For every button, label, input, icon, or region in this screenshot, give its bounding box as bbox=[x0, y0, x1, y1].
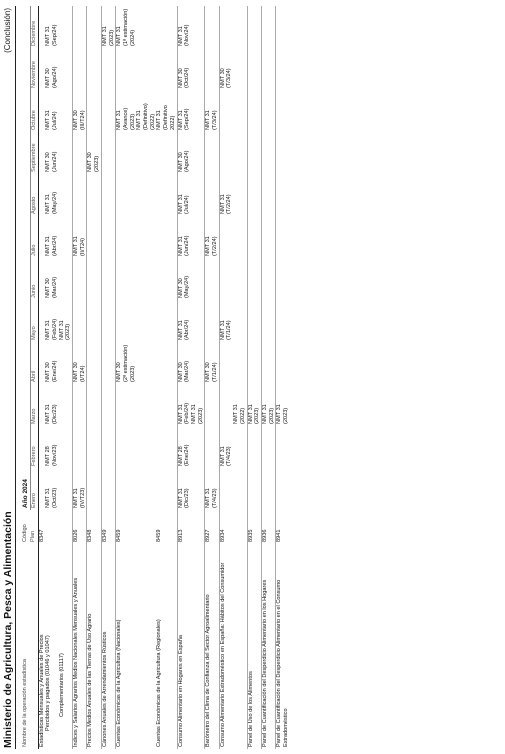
schedule-cell: NMT 31 (Sep/24) bbox=[45, 24, 58, 46]
schedule-cell bbox=[219, 132, 233, 174]
column-header-code: Código bbox=[22, 524, 28, 542]
month-header: Junio bbox=[30, 258, 38, 300]
schedule-cell bbox=[73, 426, 87, 468]
schedule-cell bbox=[38, 384, 45, 426]
schedule-cell bbox=[262, 468, 276, 510]
schedule-cell bbox=[38, 174, 45, 216]
schedule-cell bbox=[116, 216, 157, 258]
operation-name: Panel de Uso de los Alimentos bbox=[247, 544, 261, 749]
operation-code: 8934 bbox=[219, 510, 233, 544]
schedule-cell bbox=[116, 174, 157, 216]
schedule-cell bbox=[205, 258, 219, 300]
schedule-cell bbox=[156, 426, 177, 468]
schedule-cell bbox=[73, 6, 87, 48]
schedule-cell: NMT 31 (Feb/24) bbox=[45, 318, 58, 340]
schedule-cell bbox=[219, 6, 233, 48]
table-row bbox=[276, 6, 290, 749]
schedule-cell: NMT 31 (2023) bbox=[101, 6, 115, 48]
schedule-cell: NMT 30 (May/24) bbox=[177, 258, 205, 300]
month-header: Abril bbox=[30, 342, 38, 384]
schedule-cell bbox=[116, 258, 157, 300]
schedule-cell bbox=[38, 300, 45, 342]
schedule-cell bbox=[156, 6, 177, 48]
schedule-cell bbox=[101, 300, 115, 342]
schedule-cell bbox=[38, 132, 45, 174]
schedule-cell: NMT 31 (2023) bbox=[262, 384, 276, 426]
schedule-cell bbox=[156, 342, 177, 384]
schedule-cell bbox=[59, 384, 73, 426]
schedule-cell bbox=[87, 426, 101, 468]
table-row bbox=[219, 6, 233, 749]
schedule-cell bbox=[87, 174, 101, 216]
schedule-cell bbox=[101, 48, 115, 90]
schedule-cell bbox=[156, 384, 177, 426]
schedule-cell: NMT 31 (T/2/24) bbox=[205, 216, 219, 258]
schedule-cell bbox=[87, 48, 101, 90]
schedule-cell bbox=[247, 468, 261, 510]
operation-code bbox=[233, 510, 247, 544]
schedule-cell bbox=[262, 174, 276, 216]
operation-code: 8026 bbox=[73, 510, 87, 544]
schedule-cell bbox=[276, 342, 290, 384]
month-header: Noviembre bbox=[30, 48, 38, 90]
schedule-cell bbox=[205, 48, 219, 90]
operation-code: 8348 bbox=[87, 510, 101, 544]
schedule-cell bbox=[73, 132, 87, 174]
schedule-cell: NMT 31 (1ª estimación) (2024) bbox=[116, 6, 157, 48]
schedule-cell bbox=[38, 258, 45, 300]
schedule-cell: NMT 30 (Jun/24) bbox=[45, 151, 58, 172]
schedule-cell bbox=[233, 6, 247, 48]
schedule-cell bbox=[87, 468, 101, 510]
schedule-cell bbox=[59, 174, 73, 216]
month-header: Mayo bbox=[30, 300, 38, 342]
schedule-cell bbox=[219, 384, 233, 426]
table-row bbox=[156, 6, 177, 749]
schedule-cell: NMT 31 (May/24) bbox=[45, 191, 58, 214]
schedule-cell bbox=[38, 48, 45, 90]
schedule-cell: NMT 31 (2023) bbox=[247, 384, 261, 426]
schedule-cell bbox=[87, 300, 101, 342]
schedule-cell bbox=[101, 174, 115, 216]
schedule-cell bbox=[87, 384, 101, 426]
schedule-cell: NMT 30 (Mar/24) bbox=[177, 342, 205, 384]
operation-name: Barómetro del Clima de Confianza del Sector Agroalimentario bbox=[205, 544, 219, 749]
schedule-cell bbox=[156, 48, 177, 90]
schedule-cell bbox=[87, 216, 101, 258]
schedule-cell bbox=[59, 342, 73, 384]
month-header: Enero bbox=[30, 468, 38, 510]
conclusion-label: (Conclusión) bbox=[3, 8, 12, 53]
schedule-cell bbox=[116, 132, 157, 174]
schedule-cell: NMT 31 (T/3/24) bbox=[205, 90, 219, 132]
schedule-cell bbox=[59, 258, 73, 300]
schedule-cell bbox=[38, 468, 45, 510]
operation-name: Consumo Alimentario en Hogares en España bbox=[177, 544, 205, 749]
schedule-cell bbox=[262, 342, 276, 384]
schedule-cell: NMT 31 (Jun/24) bbox=[177, 216, 205, 258]
schedule-cell bbox=[247, 6, 261, 48]
schedule-cell: NMT 31 (T/4/23) bbox=[205, 468, 219, 510]
schedule-cell bbox=[205, 384, 219, 426]
schedule-cell: NMT 30 (Mar/24) bbox=[45, 276, 58, 298]
table-row bbox=[38, 6, 45, 749]
schedule-cell bbox=[247, 216, 261, 258]
schedule-cell bbox=[59, 48, 73, 90]
schedule-cell: NMT 30 (T/1/24) bbox=[205, 342, 219, 384]
schedule-cell bbox=[219, 258, 233, 300]
schedule-cell: NMT 31 (Feb/24) NMT 31 (2023) bbox=[177, 384, 205, 426]
schedule-cell bbox=[38, 342, 45, 384]
table-row bbox=[262, 6, 276, 749]
operation-code: 8941 bbox=[276, 510, 290, 544]
schedule-cell bbox=[276, 258, 290, 300]
schedule-cell: NMT 28 (Nov/23) bbox=[45, 444, 58, 466]
schedule-cell: NMT 31 (Abr/24) bbox=[177, 300, 205, 342]
schedule-cell: NMT 31 (T/1/24) bbox=[219, 300, 233, 342]
table-row bbox=[87, 6, 101, 749]
table-row bbox=[73, 6, 87, 749]
schedule-cell bbox=[247, 300, 261, 342]
schedule-cell bbox=[116, 468, 157, 510]
schedule-cell: NMT 30 (Ago/24) bbox=[45, 66, 58, 88]
schedule-cell: NMT 30 (2ª estimación) (2023) bbox=[116, 342, 157, 384]
column-header-plan: Plan bbox=[30, 510, 38, 544]
schedule-cell bbox=[156, 468, 177, 510]
schedule-cell bbox=[262, 48, 276, 90]
operation-code bbox=[59, 510, 73, 544]
schedule-cell bbox=[59, 6, 73, 48]
schedule-cell bbox=[38, 426, 45, 468]
schedule-cell bbox=[247, 258, 261, 300]
schedule-cell bbox=[276, 48, 290, 90]
schedule-cell: NMT 31 (Jul/24) bbox=[45, 110, 58, 130]
schedule-cell: NMT 31 (IV/T23) bbox=[73, 468, 87, 510]
table-row bbox=[233, 6, 247, 749]
schedule-cell bbox=[276, 90, 290, 132]
schedule-cell: NMT 30 (III/T24) bbox=[73, 90, 87, 132]
schedule-cell bbox=[262, 426, 276, 468]
schedule-table bbox=[22, 6, 290, 749]
schedule-cell bbox=[59, 216, 73, 258]
schedule-cell bbox=[262, 132, 276, 174]
operation-code: 8927 bbox=[205, 510, 219, 544]
schedule-cell: NMT 31 (T/4/23) bbox=[219, 426, 233, 468]
schedule-cell: NMT 31 (Abr/24) bbox=[45, 235, 58, 256]
schedule-cell: NMT 31 (Jul/24) bbox=[177, 174, 205, 216]
year-header: Año 2024 bbox=[22, 6, 30, 510]
schedule-cell bbox=[156, 174, 177, 216]
schedule-cell: NMT 31 (Nov/24) bbox=[177, 6, 205, 48]
month-header: Diciembre bbox=[30, 6, 38, 48]
schedule-cell: NMT 31 (2023) bbox=[58, 320, 72, 340]
schedule-cell bbox=[262, 258, 276, 300]
schedule-cell: NMT 31 (Dic/23) bbox=[45, 404, 58, 424]
schedule-cell bbox=[87, 6, 101, 48]
operation-name: Panel de Cuantificación del Desperdicio Alimentario en el Consumo Extradoméstico bbox=[276, 544, 290, 749]
month-header: Octubre bbox=[30, 90, 38, 132]
schedule-cell: NMT 31 (Avance) (2023) NMT 31 (Definitivo) (2022) bbox=[116, 90, 157, 132]
schedule-cell bbox=[205, 6, 219, 48]
schedule-cell bbox=[38, 90, 45, 132]
schedule-cell bbox=[101, 342, 115, 384]
operation-name: Cánones Anuales de Arrendamientos Rústicos bbox=[101, 544, 115, 749]
schedule-cell: NMT 30 (Ago/24) bbox=[177, 132, 205, 174]
operation-name: Cuentas Económicas de la Agricultura (Nacionales) bbox=[116, 544, 157, 749]
schedule-cell bbox=[59, 90, 73, 132]
schedule-cell bbox=[276, 468, 290, 510]
schedule-cell bbox=[156, 258, 177, 300]
table-row bbox=[177, 6, 205, 749]
schedule-cell bbox=[73, 258, 87, 300]
table-body bbox=[38, 6, 290, 749]
table-row bbox=[247, 6, 261, 749]
schedule-cell bbox=[233, 48, 247, 90]
schedule-cell bbox=[276, 6, 290, 48]
operation-code: 8913 bbox=[177, 510, 205, 544]
operation-code bbox=[45, 510, 58, 544]
schedule-cell bbox=[276, 426, 290, 468]
schedule-cell bbox=[101, 426, 115, 468]
schedule-cell: NMT 31 (2023) bbox=[276, 384, 290, 426]
operation-name: Consumo Alimentario Extradoméstico en España: Hábitos del Consumidor bbox=[219, 544, 233, 749]
schedule-cell bbox=[233, 216, 247, 258]
operation-name: Percibidos y pagados (01046 y 01047) bbox=[45, 635, 52, 731]
schedule-cell: NMT 30 (Oct/24) bbox=[177, 48, 205, 90]
schedule-cell: NMT 30 (I/T24) bbox=[73, 342, 87, 384]
column-header-blank bbox=[30, 544, 38, 749]
schedule-cell bbox=[73, 174, 87, 216]
schedule-cell bbox=[38, 216, 45, 258]
schedule-cell bbox=[59, 468, 73, 510]
table-row bbox=[45, 6, 58, 749]
page-title: Ministerio de Agricultura, Pesca y Alimentación bbox=[2, 511, 14, 748]
schedule-cell: NMT 31 (Oct/23) bbox=[45, 487, 58, 508]
schedule-cell bbox=[87, 90, 101, 132]
schedule-cell bbox=[247, 48, 261, 90]
operation-code: 8936 bbox=[262, 510, 276, 544]
schedule-cell: NMT 31 (Sep/24) bbox=[177, 90, 205, 132]
schedule-cell bbox=[233, 132, 247, 174]
schedule-cell bbox=[101, 90, 115, 132]
schedule-cell bbox=[205, 174, 219, 216]
schedule-cell bbox=[59, 132, 73, 174]
operation-code: 8347 bbox=[38, 510, 45, 544]
schedule-cell bbox=[247, 342, 261, 384]
schedule-cell bbox=[219, 216, 233, 258]
schedule-cell bbox=[156, 300, 177, 342]
schedule-cell bbox=[73, 384, 87, 426]
schedule-cell bbox=[233, 300, 247, 342]
month-header: Agosto bbox=[30, 174, 38, 216]
month-header: Marzo bbox=[30, 384, 38, 426]
schedule-cell bbox=[219, 468, 233, 510]
schedule-cell bbox=[59, 426, 73, 468]
operation-code: 8459 bbox=[156, 529, 163, 542]
table-row bbox=[205, 6, 219, 749]
column-header-name: Nombre de la operación estadística bbox=[22, 659, 28, 747]
schedule-cell bbox=[233, 426, 247, 468]
operation-code: 8459 bbox=[116, 510, 157, 544]
schedule-cell bbox=[87, 342, 101, 384]
schedule-cell bbox=[156, 216, 177, 258]
month-header: Febrero bbox=[30, 426, 38, 468]
schedule-cell bbox=[116, 48, 157, 90]
operation-name: Índices y Salarios Agrarios Medios Nacionales Mensuales y Anuales bbox=[73, 544, 87, 749]
schedule-cell: NMT 31 (II/T24) bbox=[73, 216, 87, 258]
schedule-cell bbox=[262, 90, 276, 132]
schedule-cell: NMT 31 (Dic/23) bbox=[177, 468, 205, 510]
schedule-cell bbox=[101, 468, 115, 510]
schedule-cell bbox=[233, 258, 247, 300]
operation-code: 8349 bbox=[101, 510, 115, 544]
operation-name: Complementarios (01117) bbox=[58, 653, 65, 717]
top-rule bbox=[15, 6, 16, 749]
schedule-cell bbox=[101, 132, 115, 174]
operation-code: 8935 bbox=[247, 510, 261, 544]
schedule-cell bbox=[233, 174, 247, 216]
schedule-cell bbox=[38, 6, 45, 48]
schedule-cell bbox=[247, 174, 261, 216]
schedule-cell bbox=[116, 300, 157, 342]
operation-name: Cuentas Económicas de la Agricultura (Regionales) bbox=[156, 619, 163, 747]
schedule-cell bbox=[233, 342, 247, 384]
schedule-cell bbox=[276, 174, 290, 216]
operation-name: Panel de Cuantificación del Desperdicio Alimentario en los Hogares bbox=[262, 544, 276, 749]
operation-name: Estadísticas Mensuales y Anuales de Precios bbox=[38, 544, 45, 749]
schedule-cell bbox=[262, 6, 276, 48]
schedule-cell bbox=[276, 216, 290, 258]
schedule-cell bbox=[116, 384, 157, 426]
table-row bbox=[59, 6, 73, 749]
schedule-cell bbox=[73, 48, 87, 90]
schedule-cell: NMT 31 (2022) bbox=[233, 404, 246, 424]
schedule-cell bbox=[247, 426, 261, 468]
schedule-cell bbox=[87, 258, 101, 300]
schedule-cell bbox=[73, 300, 87, 342]
schedule-cell bbox=[219, 90, 233, 132]
schedule-cell bbox=[101, 216, 115, 258]
schedule-cell: NMT 30 (T/3/24) bbox=[219, 48, 233, 90]
schedule-cell bbox=[276, 132, 290, 174]
schedule-cell bbox=[247, 132, 261, 174]
operation-name: Precios Medios Anuales de las Tierras de Uso Agrario bbox=[87, 544, 101, 749]
schedule-cell bbox=[233, 468, 247, 510]
schedule-cell bbox=[101, 258, 115, 300]
month-header: Septiembre bbox=[30, 132, 38, 174]
schedule-cell bbox=[247, 90, 261, 132]
table-row bbox=[101, 6, 115, 749]
schedule-cell: NMT 31 (T/2/24) bbox=[219, 174, 233, 216]
schedule-cell bbox=[276, 300, 290, 342]
schedule-cell: NMT 30 (2023) bbox=[87, 132, 101, 174]
schedule-cell: NMT 30 (Ene/24) bbox=[45, 360, 58, 382]
schedule-cell bbox=[205, 300, 219, 342]
schedule-cell bbox=[156, 132, 177, 174]
schedule-cell bbox=[116, 426, 157, 468]
schedule-cell bbox=[205, 426, 219, 468]
schedule-cell bbox=[205, 132, 219, 174]
schedule-cell bbox=[101, 384, 115, 426]
schedule-cell bbox=[262, 300, 276, 342]
schedule-cell: NMT 31 (Definitivo 2022) bbox=[156, 105, 176, 130]
schedule-cell: NMT 28 (Ene/24) bbox=[177, 426, 205, 468]
month-header: Julio bbox=[30, 216, 38, 258]
schedule-cell bbox=[262, 216, 276, 258]
operation-name bbox=[233, 544, 247, 749]
schedule-cell bbox=[233, 90, 247, 132]
schedule-cell bbox=[219, 342, 233, 384]
table-row bbox=[116, 6, 157, 749]
